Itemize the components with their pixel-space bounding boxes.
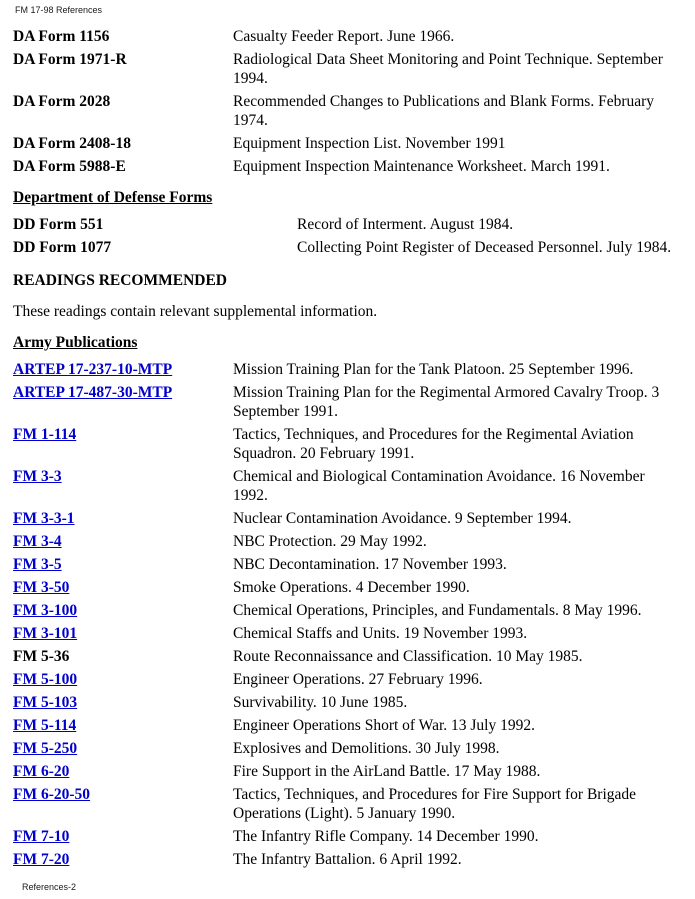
reference-row (13, 716, 681, 735)
reference-row (13, 215, 681, 234)
publication-description: Mission Training Plan for the Regimental Armored Cavalry Troop. 3 September 1991. (233, 384, 660, 420)
publication-description: Chemical Operations, Principles, and Fundamentals. 8 May 1996. (233, 602, 642, 619)
reference-row (13, 647, 681, 666)
army-publications-heading: Army Publications (13, 334, 138, 351)
reference-row (13, 509, 681, 528)
form-number: DA Form 2408-18 (13, 135, 131, 152)
form-description: Casualty Feeder Report. June 1966. (233, 28, 455, 45)
reference-row (13, 555, 681, 574)
form-description: Equipment Inspection List. November 1991 (233, 135, 506, 152)
reference-row (13, 785, 681, 823)
publication-number-link[interactable]: ARTEP 17-237-10-MTP (13, 361, 173, 378)
publication-description: Smoke Operations. 4 December 1990. (233, 579, 470, 596)
publication-number-link[interactable]: FM 6-20-50 (13, 786, 91, 803)
publication-description: Nuclear Contamination Avoidance. 9 September 1994. (233, 510, 572, 527)
publication-description: Mission Training Plan for the Tank Platoon. 25 September 1996. (233, 361, 634, 378)
form-number: DA Form 2028 (13, 93, 111, 110)
publication-description: Explosives and Demolitions. 30 July 1998. (233, 740, 500, 757)
reference-row (13, 532, 681, 551)
publication-number-link[interactable]: FM 3-5 (13, 556, 62, 573)
publication-description: Chemical and Biological Contamination Avoidance. 16 November 1992. (233, 468, 645, 504)
form-number: DA Form 5988-E (13, 158, 126, 175)
publication-description: NBC Decontamination. 17 November 1993. (233, 556, 507, 573)
page-number: References-2 (22, 882, 77, 892)
form-number: DA Form 1156 (13, 28, 110, 45)
publication-number-link[interactable]: ARTEP 17-487-30-MTP (13, 384, 173, 401)
publication-description: Tactics, Techniques, and Procedures for the Regimental Aviation Squadron. 20 February 1991. (233, 426, 634, 462)
form-description: Record of Interment. August 1984. (297, 216, 514, 233)
publication-description: Engineer Operations Short of War. 13 July 1992. (233, 717, 535, 734)
reference-row (13, 624, 681, 643)
form-number: DD Form 551 (13, 216, 104, 233)
publication-description: NBC Protection. 29 May 1992. (233, 533, 427, 550)
publication-number-link[interactable]: FM 3-100 (13, 602, 78, 619)
da-forms-list (13, 27, 681, 176)
reference-row (13, 467, 681, 505)
publication-number-link[interactable]: FM 6-20 (13, 763, 70, 780)
reference-row (13, 762, 681, 781)
reference-row (13, 850, 681, 869)
dod-forms-list (13, 215, 681, 257)
publication-description: Fire Support in the AirLand Battle. 17 May 1988. (233, 763, 541, 780)
reference-row (13, 425, 681, 463)
form-description: Collecting Point Register of Deceased Personnel. July 1984. (297, 239, 672, 256)
publication-number-link[interactable]: FM 3-4 (13, 533, 62, 550)
publication-number-link[interactable]: FM 3-3 (13, 468, 62, 485)
reference-row (13, 739, 681, 758)
readings-intro: These readings contain relevant supplemental information. (13, 303, 378, 320)
reference-row (13, 383, 681, 421)
form-description: Equipment Inspection Maintenance Worksheet. March 1991. (233, 158, 610, 175)
reference-row (13, 157, 681, 176)
publication-number-link[interactable]: FM 5-250 (13, 740, 78, 757)
publication-number-link[interactable]: FM 3-50 (13, 579, 70, 596)
reference-row (13, 360, 681, 379)
reference-row (13, 578, 681, 597)
dod-forms-heading: Department of Defense Forms (13, 189, 213, 206)
reference-row (13, 134, 681, 153)
form-number: DD Form 1077 (13, 239, 112, 256)
form-description: Recommended Changes to Publications and Blank Forms. February 1974. (233, 93, 655, 129)
publication-description: Chemical Staffs and Units. 19 November 1993. (233, 625, 528, 642)
publication-description: Tactics, Techniques, and Procedures for Fire Support for Brigade Operations (Light). 5 January 1990. (233, 786, 637, 822)
reference-row (13, 27, 681, 46)
army-publications-list (13, 360, 681, 869)
publication-number-link[interactable]: FM 7-10 (13, 828, 70, 845)
publication-number-link[interactable]: FM 3-101 (13, 625, 78, 642)
publication-description: Engineer Operations. 27 February 1996. (233, 671, 483, 688)
reference-row (13, 238, 681, 257)
publication-description: The Infantry Rifle Company. 14 December 1990. (233, 828, 539, 845)
publication-description: The Infantry Battalion. 6 April 1992. (233, 851, 462, 868)
publication-number-link[interactable]: FM 5-100 (13, 671, 78, 688)
reference-row (13, 693, 681, 712)
publication-description: Route Reconnaissance and Classification. 10 May 1985. (233, 648, 583, 665)
form-description: Radiological Data Sheet Monitoring and Point Technique. September 1994. (233, 51, 663, 87)
reference-row (13, 670, 681, 689)
reference-row (13, 827, 681, 846)
publication-number-link[interactable]: FM 7-20 (13, 851, 70, 868)
publication-number-link[interactable]: FM 5-103 (13, 694, 78, 711)
publication-number: FM 5-36 (13, 648, 70, 665)
publication-number-link[interactable]: FM 1-114 (13, 426, 77, 443)
publication-number-link[interactable]: FM 3-3-1 (13, 510, 75, 527)
reference-row (13, 601, 681, 620)
form-number: DA Form 1971-R (13, 51, 127, 68)
readings-recommended-heading: READINGS RECOMMENDED (13, 272, 227, 289)
reference-row (13, 50, 681, 88)
publication-number-link[interactable]: FM 5-114 (13, 717, 77, 734)
running-header: FM 17-98 References (15, 5, 103, 15)
publication-description: Survivability. 10 June 1985. (233, 694, 408, 711)
reference-row (13, 92, 681, 130)
